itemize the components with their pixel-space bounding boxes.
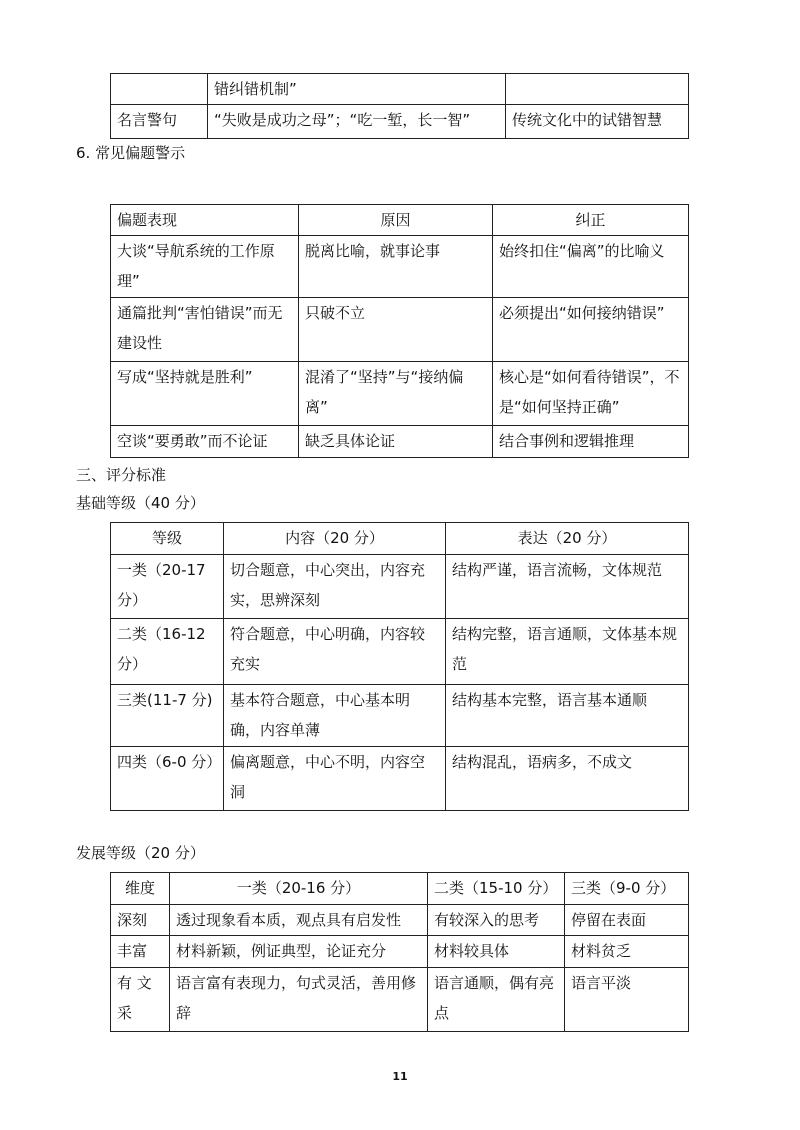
- table-cell: [111, 74, 208, 105]
- table-row: [111, 74, 689, 105]
- table-row: [111, 362, 689, 426]
- table-cell: 名言警句: [111, 105, 208, 139]
- table-cell: 偏离题意，中心不明，内容空洞: [224, 747, 446, 811]
- table-cell: 有 文 采: [111, 968, 170, 1032]
- table-cell: 脱离比喻，就事论事: [299, 236, 493, 298]
- table-cell: 混淆了“坚持”与“接纳偏离”: [299, 362, 493, 426]
- section-3-heading: 三、评分标准: [76, 466, 167, 484]
- column-header: 等级: [111, 523, 224, 555]
- basic-grade-table: [110, 522, 689, 811]
- table-row: [111, 236, 689, 298]
- table-cell: 语言平淡: [565, 968, 689, 1032]
- column-header: 纠正: [493, 205, 689, 236]
- table-cell: 二类（16-12 分）: [111, 619, 224, 685]
- table-cell: 结构严谨，语言流畅，文体规范: [446, 555, 689, 619]
- table-row: [111, 936, 689, 968]
- table-row: [111, 298, 689, 362]
- table-cell: 符合题意，中心明确，内容较充实: [224, 619, 446, 685]
- table-cell: 有较深入的思考: [428, 905, 565, 936]
- table-row: [111, 555, 689, 619]
- table-cell: 结构混乱，语病多，不成文: [446, 747, 689, 811]
- section-6-heading: 6. 常见偏题警示: [76, 144, 186, 162]
- table-row: [111, 685, 689, 747]
- development-grade-table: [110, 872, 689, 1032]
- table-header-row: [111, 873, 689, 905]
- table-row: [111, 968, 689, 1032]
- table-cell: 三类(11-7 分): [111, 685, 224, 747]
- table-cell: 通篇批判“害怕错误”而无建设性: [111, 298, 299, 362]
- table-cell: 缺乏具体论证: [299, 426, 493, 458]
- table-cell: 材料较具体: [428, 936, 565, 968]
- table-header-row: [111, 205, 689, 236]
- warning-table: [110, 204, 689, 458]
- table-cell: 语言通顺，偶有亮点: [428, 968, 565, 1032]
- column-header: 偏题表现: [111, 205, 299, 236]
- column-header: 三类（9-0 分）: [565, 873, 689, 905]
- table-cell: 结构完整，语言通顺，文体基本规范: [446, 619, 689, 685]
- table-cell: 结合事例和逻辑推理: [493, 426, 689, 458]
- table-cell: 传统文化中的试错智慧: [506, 105, 689, 139]
- top-table: [110, 73, 689, 139]
- table-row: [111, 905, 689, 936]
- table-cell: 丰富: [111, 936, 170, 968]
- table-cell: “失败是成功之母”；“吃一堑，长一智”: [208, 105, 506, 139]
- table-cell: 基本符合题意，中心基本明确，内容单薄: [224, 685, 446, 747]
- table-cell: 空谈“要勇敢”而不论证: [111, 426, 299, 458]
- table-row: [111, 426, 689, 458]
- table-cell: 切合题意，中心突出，内容充实，思辨深刻: [224, 555, 446, 619]
- table-cell: 结构基本完整，语言基本通顺: [446, 685, 689, 747]
- page-number: 11: [392, 1070, 408, 1083]
- column-header: 原因: [299, 205, 493, 236]
- table-cell: 错纠错机制”: [208, 74, 506, 105]
- development-grade-heading: 发展等级（20 分）: [76, 844, 205, 862]
- table-cell: 必须提出“如何接纳错误”: [493, 298, 689, 362]
- table-cell: 材料新颖，例证典型，论证充分: [170, 936, 428, 968]
- table-cell: [506, 74, 689, 105]
- table-cell: 深刻: [111, 905, 170, 936]
- column-header: 一类（20-16 分）: [170, 873, 428, 905]
- table-cell: 只破不立: [299, 298, 493, 362]
- table-row: [111, 105, 689, 139]
- table-cell: 语言富有表现力，句式灵活，善用修辞: [170, 968, 428, 1032]
- table-row: [111, 619, 689, 685]
- table-cell: 大谈“导航系统的工作原理”: [111, 236, 299, 298]
- table-cell: 四类（6-0 分）: [111, 747, 224, 811]
- table-cell: 透过现象看本质，观点具有启发性: [170, 905, 428, 936]
- table-row: [111, 747, 689, 811]
- column-header: 内容（20 分）: [224, 523, 446, 555]
- table-cell: 始终扣住“偏离”的比喻义: [493, 236, 689, 298]
- basic-grade-heading: 基础等级（40 分）: [76, 494, 205, 512]
- table-cell: 核心是“如何看待错误”，不是“如何坚持正确”: [493, 362, 689, 426]
- table-cell: 一类（20-17 分）: [111, 555, 224, 619]
- table-cell: 停留在表面: [565, 905, 689, 936]
- table-header-row: [111, 523, 689, 555]
- column-header: 维度: [111, 873, 170, 905]
- column-header: 二类（15-10 分）: [428, 873, 565, 905]
- table-cell: 材料贫乏: [565, 936, 689, 968]
- table-cell: 写成“坚持就是胜利”: [111, 362, 299, 426]
- column-header: 表达（20 分）: [446, 523, 689, 555]
